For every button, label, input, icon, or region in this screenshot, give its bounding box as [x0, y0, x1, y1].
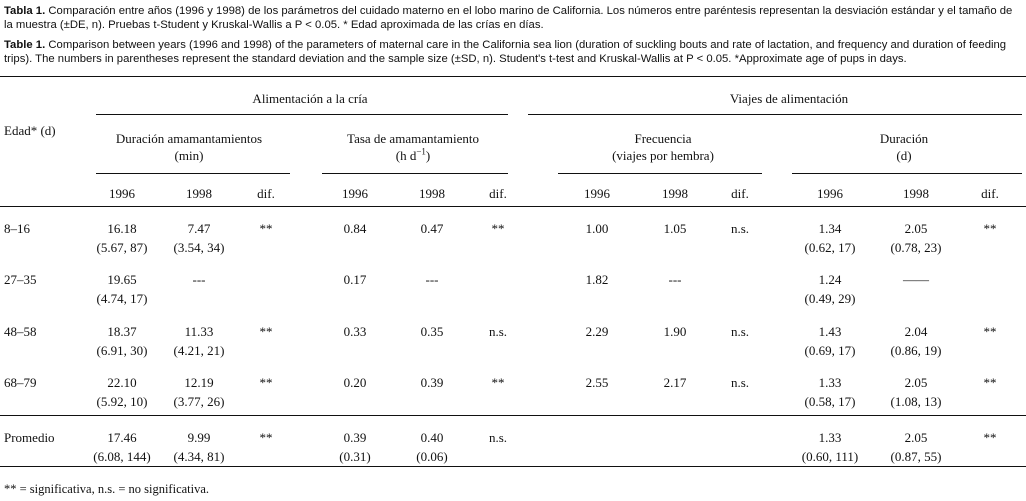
table-cell-d98: 12.19	[184, 375, 214, 390]
table-cell-d96sd: (5.92, 10)	[96, 394, 148, 409]
table-cell-age: 8–16	[4, 221, 30, 236]
promedio-cell-d98sd: (4.34, 81)	[173, 449, 225, 464]
promedio-cell-age: Promedio	[4, 430, 55, 445]
dif-header: dif.	[731, 186, 749, 201]
year-1998: 1998	[662, 186, 688, 201]
table-cell-t98: 0.47	[420, 221, 444, 236]
table-cell-tdif: **	[491, 221, 505, 236]
table-cell-f98: ---	[668, 272, 682, 287]
year-1996: 1996	[584, 186, 610, 201]
table-cell-vdif: **	[983, 221, 997, 236]
table-cell-v96: 1.43	[818, 324, 842, 339]
dif-header: dif.	[981, 186, 999, 201]
sub1-rule	[96, 173, 290, 174]
caption-english	[4, 38, 1020, 66]
table-cell-f98: 1.90	[663, 324, 687, 339]
table-cell-fdif: n.s.	[730, 324, 750, 339]
table-cell-fdif: n.s.	[730, 221, 750, 236]
table-cell-d96sd: (5.67, 87)	[96, 240, 148, 255]
table-cell-d98sd: (3.54, 34)	[173, 240, 225, 255]
rate-unit-main: (h d	[395, 148, 417, 163]
table-cell-d96sd: (6.91, 30)	[96, 343, 148, 358]
table-cell-f98: 2.17	[663, 375, 687, 390]
table-cell-d96: 22.10	[107, 375, 137, 390]
rate-unit-end: )	[425, 148, 431, 163]
table-cell-v98: 2.05	[904, 221, 928, 236]
dif-header: dif.	[489, 186, 507, 201]
sub3-rule	[558, 173, 762, 174]
age-header: Edad* (d)	[4, 123, 56, 138]
promedio-cell-t98sd: (0.06)	[416, 449, 448, 464]
table-cell-d98sd: (3.77, 26)	[173, 394, 225, 409]
subheader-suckling-rate-unit	[396, 148, 431, 164]
subheader-suckling-duration: Duración amamantamientos	[115, 131, 263, 146]
group-header-trips: Viajes de alimentación	[729, 91, 849, 106]
table-cell-f96: 2.29	[585, 324, 609, 339]
table-cell-v98sd: (1.08, 13)	[890, 394, 942, 409]
table-cell-age: 68–79	[4, 375, 37, 390]
promedio-cell-vdif: **	[983, 430, 997, 445]
table-cell-t98: 0.39	[420, 375, 444, 390]
caption-english-label: Table 1.	[4, 39, 46, 51]
bottom-rule	[0, 466, 1026, 467]
promedio-cell-v98: 2.05	[904, 430, 928, 445]
table-cell-v96sd: (0.62, 17)	[804, 240, 856, 255]
table-cell-f98: 1.05	[663, 221, 687, 236]
promedio-cell-t96sd: (0.31)	[339, 449, 371, 464]
table-cell-t98: ---	[425, 272, 439, 287]
year-rule	[0, 206, 1026, 207]
group1-rule	[96, 114, 508, 115]
promedio-cell-ddif: **	[259, 430, 273, 445]
subheader-duration: Duración	[879, 131, 929, 146]
table-cell-v96sd: (0.58, 17)	[804, 394, 856, 409]
year-1998: 1998	[419, 186, 445, 201]
promedio-cell-v96sd: (0.60, 111)	[801, 449, 859, 464]
promedio-cell-v98sd: (0.87, 55)	[890, 449, 942, 464]
caption-spanish	[4, 4, 1020, 32]
table-cell-v96: 1.24	[818, 272, 842, 287]
footnote: ** = significativa, n.s. = no significativa.	[4, 482, 210, 496]
table-cell-d96: 16.18	[107, 221, 137, 236]
table-cell-age: 27–35	[4, 272, 37, 287]
table-cell-vdif: **	[983, 324, 997, 339]
table-cell-d98sd: (4.21, 21)	[173, 343, 225, 358]
table-cell-vdif: **	[983, 375, 997, 390]
caption-english-text: Comparison between years (1996 and 1998) of the parameters of maternal care in the California sea lion (duration of suckling bouts and rate of lactation, and frequency and duration of feeding trips). The numbers in parentheses represent the standard deviation and the sample size (±SD, n). Student's t-test and Kruskal-Wallis at P < 0.05. *Approximate age of pups in days.	[4, 39, 1007, 65]
table-cell-f96: 2.55	[585, 375, 609, 390]
table-cell-v96: 1.34	[818, 221, 842, 236]
table-cell-d98: 7.47	[187, 221, 211, 236]
table-cell-t96: 0.20	[343, 375, 367, 390]
table-cell-tdif: n.s.	[488, 324, 508, 339]
subheader-frequency: Frecuencia	[634, 131, 692, 146]
table-cell-v96sd: (0.69, 17)	[804, 343, 856, 358]
rate-unit-sup: −1	[416, 146, 426, 157]
year-1998: 1998	[903, 186, 929, 201]
table-cell-d96sd: (4.74, 17)	[96, 291, 148, 306]
table-cell-tdif: **	[491, 375, 505, 390]
table-cell-t96: 0.33	[343, 324, 367, 339]
promedio-cell-t98: 0.40	[420, 430, 444, 445]
subheader-frequency-unit: (viajes por hembra)	[612, 148, 714, 163]
caption-spanish-label: Tabla 1.	[4, 5, 46, 17]
year-1996: 1996	[817, 186, 843, 201]
year-1996: 1996	[109, 186, 135, 201]
promedio-rule	[0, 415, 1026, 416]
table-cell-d98: 11.33	[184, 324, 214, 339]
table-cell-v98: ——	[903, 272, 929, 287]
table-cell-f96: 1.00	[585, 221, 609, 236]
table-cell-fdif: n.s.	[730, 375, 750, 390]
table-cell-d98: ---	[192, 272, 206, 287]
table-cell-t96: 0.17	[343, 272, 367, 287]
table-cell-v98: 2.05	[904, 375, 928, 390]
group2-rule	[528, 114, 1022, 115]
table-cell-v98sd: (0.78, 23)	[890, 240, 942, 255]
sub4-rule	[792, 173, 1022, 174]
table-cell-t96: 0.84	[343, 221, 367, 236]
promedio-cell-d98: 9.99	[187, 430, 211, 445]
table-cell-ddif: **	[259, 324, 273, 339]
table-cell-v98: 2.04	[904, 324, 928, 339]
table-cell-ddif: **	[259, 221, 273, 236]
promedio-cell-d96: 17.46	[107, 430, 137, 445]
caption-spanish-text: Comparación entre años (1996 y 1998) de los parámetros del cuidado materno en el lobo marino de California. Los números entre paréntesis representan la desviación estándar y el tamaño de la muestra (±DE, n). Pruebas t-Student y Kruskal-Wallis a P < 0.05. * Edad aproximada de las crías en días.	[4, 5, 1013, 31]
subheader-duration-unit: (d)	[896, 148, 912, 163]
table-cell-v98sd: (0.86, 19)	[890, 343, 942, 358]
table-cell-d96: 19.65	[107, 272, 137, 287]
year-1996: 1996	[342, 186, 368, 201]
top-rule	[0, 76, 1026, 77]
promedio-cell-v96: 1.33	[818, 430, 842, 445]
table-cell-v96sd: (0.49, 29)	[804, 291, 856, 306]
promedio-cell-tdif: n.s.	[488, 430, 508, 445]
sub2-rule	[322, 173, 508, 174]
promedio-cell-d96sd: (6.08, 144)	[93, 449, 151, 464]
table-cell-v96: 1.33	[818, 375, 842, 390]
table-cell-d96: 18.37	[107, 324, 137, 339]
table-cell-age: 48–58	[4, 324, 37, 339]
subheader-suckling-rate: Tasa de amamantamiento	[347, 131, 479, 146]
year-1998: 1998	[186, 186, 212, 201]
dif-header: dif.	[257, 186, 275, 201]
table-cell-ddif: **	[259, 375, 273, 390]
subheader-suckling-duration-unit: (min)	[174, 148, 204, 163]
table-cell-f96: 1.82	[585, 272, 609, 287]
table-cell-t98: 0.35	[420, 324, 444, 339]
promedio-cell-t96: 0.39	[343, 430, 367, 445]
group-header-feeding: Alimentación a la cría	[252, 91, 368, 106]
